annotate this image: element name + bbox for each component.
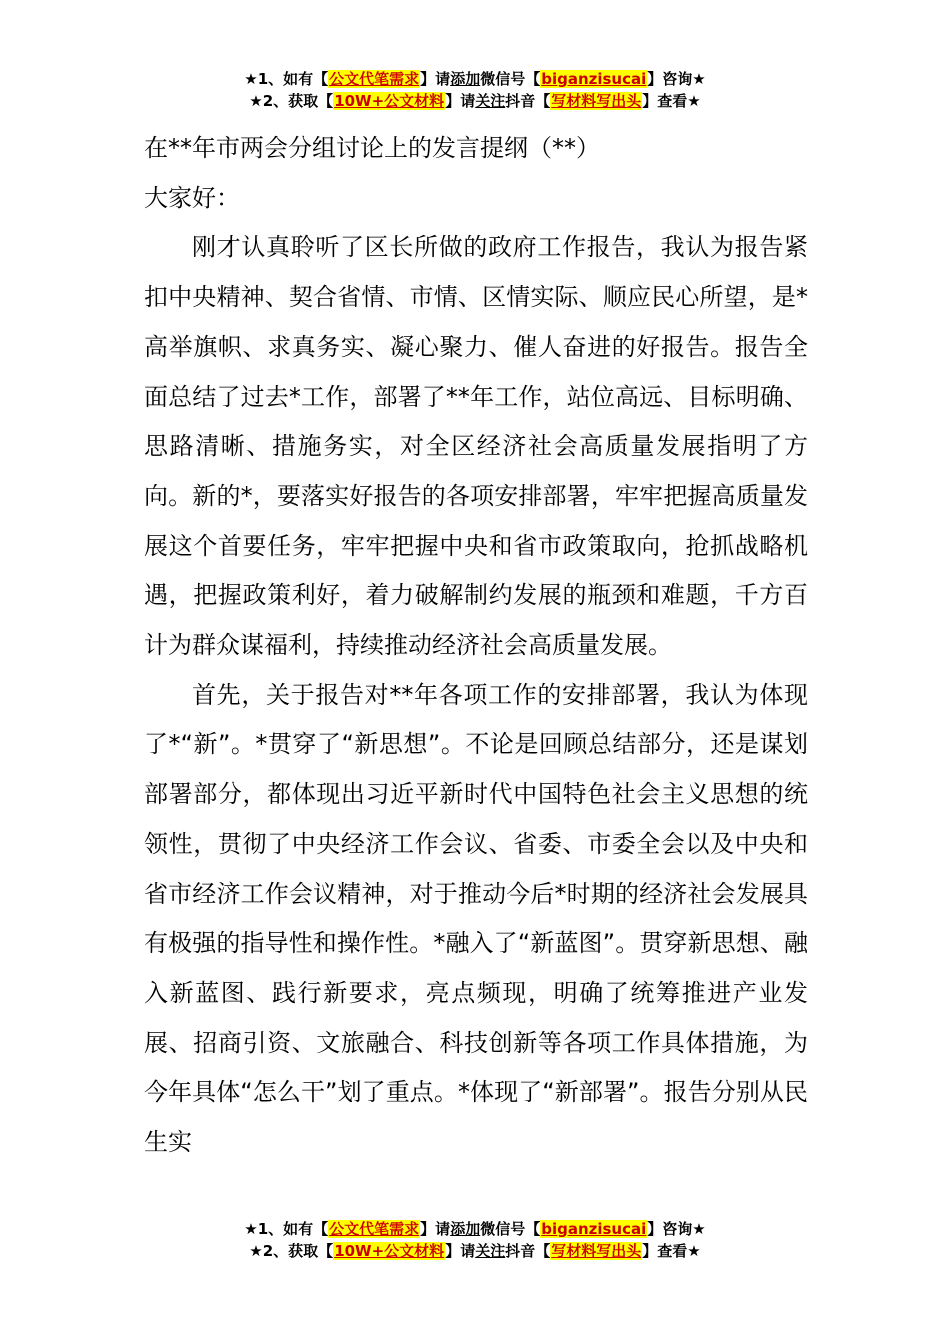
banner-text: 抖音【 [505, 92, 551, 110]
banner-highlight: 公文代笔需求 [329, 1220, 420, 1238]
banner-text: 】请 [445, 92, 476, 110]
banner-text: ★2、获取【 [249, 1242, 334, 1260]
banner-highlight: 写材料写出头 [551, 1242, 642, 1260]
banner-text: 】请 [420, 1220, 451, 1238]
banner-text: ★2、获取【 [249, 92, 334, 110]
footer-banner [0, 1218, 950, 1262]
banner-highlight: 写材料写出头 [551, 92, 642, 110]
paragraph: 首先，关于报告对**年各项工作的安排部署，我认为体现了*“新”。*贯穿了“新思想”。不论是回顾总结部分，还是谋划部署部分，都体现出习近平新时代中国特色社会主义思想的统领性，贯彻了中央经济工作会议、省委、市委全会以及中央和省市经济工作会议精神，对于推动今后*时期的经济社会发展具有极强的指导性和操作性。*融入了“新蓝图”。贯穿新思想、融入新蓝图、践行新要求，亮点频现，明确了统筹推进产业发展、招商引资、文旅融合、科技创新等各项工作具体措施，为今年具体“怎么干”划了重点。*体现了“新部署”。报告分别从民生实 [144, 680, 808, 1157]
banner-text: 】请 [420, 70, 451, 88]
banner-highlight: 10W+公文材料 [334, 92, 445, 110]
banner-text: 】查看★ [642, 1242, 701, 1260]
banner-highlight: 公文代笔需求 [329, 70, 420, 88]
banner-highlight: biganzisucai [541, 1220, 647, 1238]
document-body [144, 124, 808, 1168]
banner-text: 微信号【 [480, 1220, 541, 1238]
banner-highlight: 10W+公文材料 [334, 1242, 445, 1260]
header-banner [0, 68, 950, 112]
banner-highlight: biganzisucai [541, 70, 647, 88]
banner-text: 】咨询★ [647, 70, 706, 88]
banner-text: 】查看★ [642, 92, 701, 110]
banner-underlined-text: 添加 [450, 70, 481, 88]
document-title: 在**年市两会分组讨论上的发言提纲（**） [144, 134, 600, 162]
banner-line-1 [0, 68, 950, 90]
banner-line-1 [0, 1218, 950, 1240]
banner-line-2 [0, 90, 950, 112]
banner-text: ★1、如有【 [244, 1220, 329, 1238]
banner-line-2 [0, 1240, 950, 1262]
banner-underlined-text: 关注 [475, 1242, 506, 1260]
banner-text: 微信号【 [480, 70, 541, 88]
banner-text: 】请 [445, 1242, 476, 1260]
banner-underlined-text: 添加 [450, 1220, 481, 1238]
banner-text: ★1、如有【 [244, 70, 329, 88]
banner-text: 抖音【 [505, 1242, 551, 1260]
greeting: 大家好： [144, 183, 240, 212]
banner-text: 】咨询★ [647, 1220, 706, 1238]
banner-underlined-text: 关注 [475, 92, 506, 110]
paragraph: 刚才认真聆听了区长所做的政府工作报告，我认为报告紧扣中央精神、契合省情、市情、区情实际、顺应民心所望，是*高举旗帜、求真务实、凝心聚力、催人奋进的好报告。报告全面总结了过去*工作，部署了**年工作，站位高远、目标明确、思路清晰、措施务实，对全区经济社会高质量发展指明了方向。新的*，要落实好报告的各项安排部署，牢牢把握高质量发展这个首要任务，牢牢把握中央和省市政策取向，抢抓战略机遇，把握政策利好，着力破解制约发展的瓶颈和难题，千方百计为群众谋福利，持续推动经济社会高质量发展。 [144, 233, 808, 660]
